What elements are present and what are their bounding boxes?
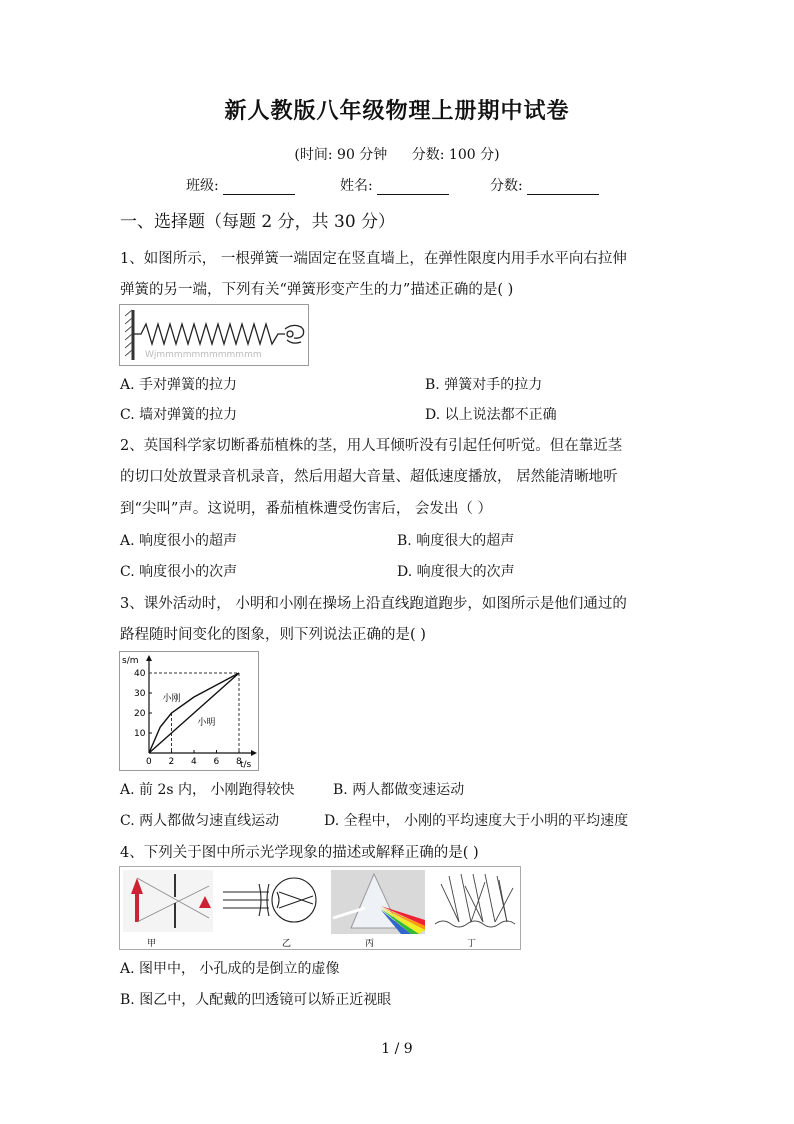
x-tick-label: 2 [168, 757, 175, 767]
y-tick-label: 40 [134, 669, 146, 679]
svg-text:Wjmmmmmmmmmmmm: Wjmmmmmmmmmmmm [145, 350, 262, 360]
caption-bing: 丙 [365, 939, 375, 949]
series-label-xiaoming: 小明 [197, 718, 216, 728]
score-field [490, 175, 599, 195]
caption-yi: 乙 [282, 939, 292, 949]
q2-stem-line2: 的切口处放置录音机录音，然后用超大音量、超低速度播放， 居然能清晰地听 [120, 469, 618, 485]
q1-option-b: B. 弹簧对手的拉力 [425, 377, 543, 393]
spring-figure [119, 304, 309, 366]
x-tick-label: 4 [191, 757, 197, 767]
q2-stem-line1: 2、英国科学家切断番茄植株的茎，用人耳倾听没有引起任何听觉。但在靠近茎 [120, 438, 623, 454]
q2-stem-line3: 到“尖叫”声。这说明，番茄植株遭受伤害后， 会发出（ ） [120, 501, 493, 517]
x-tick-label: 6 [213, 757, 220, 767]
q2-option-d: D. 响度很大的次声 [397, 564, 515, 580]
q2-option-b: B. 响度很大的超声 [397, 533, 515, 549]
y-tick-label: 30 [134, 689, 146, 699]
q4-option-a: A. 图甲中， 小孔成的是倒立的虚像 [120, 961, 340, 977]
x-axis-label: t/s [240, 760, 252, 770]
q1-stem-line1: 1、如图所示， 一根弹簧一端固定在竖直墙上，在弹性限度内用手水平向右拉伸 [120, 251, 627, 267]
q3-stem-line1: 3、课外活动时， 小明和小刚在操场上沿直线跑道跑步，如图所示是他们通过的 [120, 596, 627, 612]
class-label: 班级: [186, 178, 219, 194]
x-tick-label: 0 [146, 757, 152, 767]
q3-option-d: D. 全程中， 小刚的平均速度大于小明的平均速度 [324, 813, 629, 829]
q2-option-c: C. 响度很小的次声 [120, 564, 238, 580]
caption-jia: 甲 [147, 939, 157, 949]
exam-total-score: 分数: 100 分) [411, 147, 500, 163]
q1-option-c: C. 墙对弹簧的拉力 [120, 407, 238, 423]
section-heading: 一、选择题（每题 2 分，共 30 分） [120, 212, 396, 232]
y-tick-label: 20 [134, 709, 146, 719]
q2-option-a: A. 响度很小的超声 [120, 533, 238, 549]
score-label: 分数: [490, 178, 523, 194]
q3-option-b: B. 两人都做变速运动 [333, 782, 465, 798]
q4-stem: 4、下列关于图中所示光学现象的描述或解释正确的是( ) [120, 845, 479, 861]
y-tick-label: 10 [134, 729, 146, 739]
series-label-xiaogang: 小刚 [162, 694, 181, 704]
q1-option-d: D. 以上说法都不正确 [425, 407, 557, 423]
q4-option-b: B. 图乙中，人配戴的凹透镜可以矫正近视眼 [120, 992, 392, 1008]
class-field [186, 175, 295, 195]
page-number: 1 / 9 [381, 1041, 413, 1057]
exam-meta [0, 144, 794, 164]
name-field [340, 175, 449, 195]
q1-option-a: A. 手对弹簧的拉力 [120, 377, 238, 393]
q3-option-c: C. 两人都做匀速直线运动 [120, 813, 280, 829]
q3-option-a: A. 前 2s 内， 小刚跑得较快 [120, 782, 295, 798]
prism-dispersion-diagram [331, 870, 425, 934]
score-blank [527, 180, 599, 195]
name-label: 姓名: [340, 178, 373, 194]
distance-time-chart [119, 651, 259, 771]
optics-figure [119, 866, 521, 950]
q3-stem-line2: 路程随时间变化的图象，则下列说法正确的是( ) [120, 627, 426, 643]
pinhole-diagram [123, 870, 213, 932]
page-title: 新人教版八年级物理上册期中试卷 [224, 98, 570, 124]
y-axis-label: s/m [122, 656, 139, 666]
q1-stem-line2: 弹簧的另一端，下列有关“弹簧形变产生的力”描述正确的是( ) [120, 282, 514, 298]
caption-ding: 丁 [467, 939, 477, 949]
exam-time: (时间: 90 分钟 [294, 147, 388, 163]
class-blank [223, 180, 295, 195]
x-tick-label: 8 [236, 757, 242, 767]
name-blank [377, 180, 449, 195]
